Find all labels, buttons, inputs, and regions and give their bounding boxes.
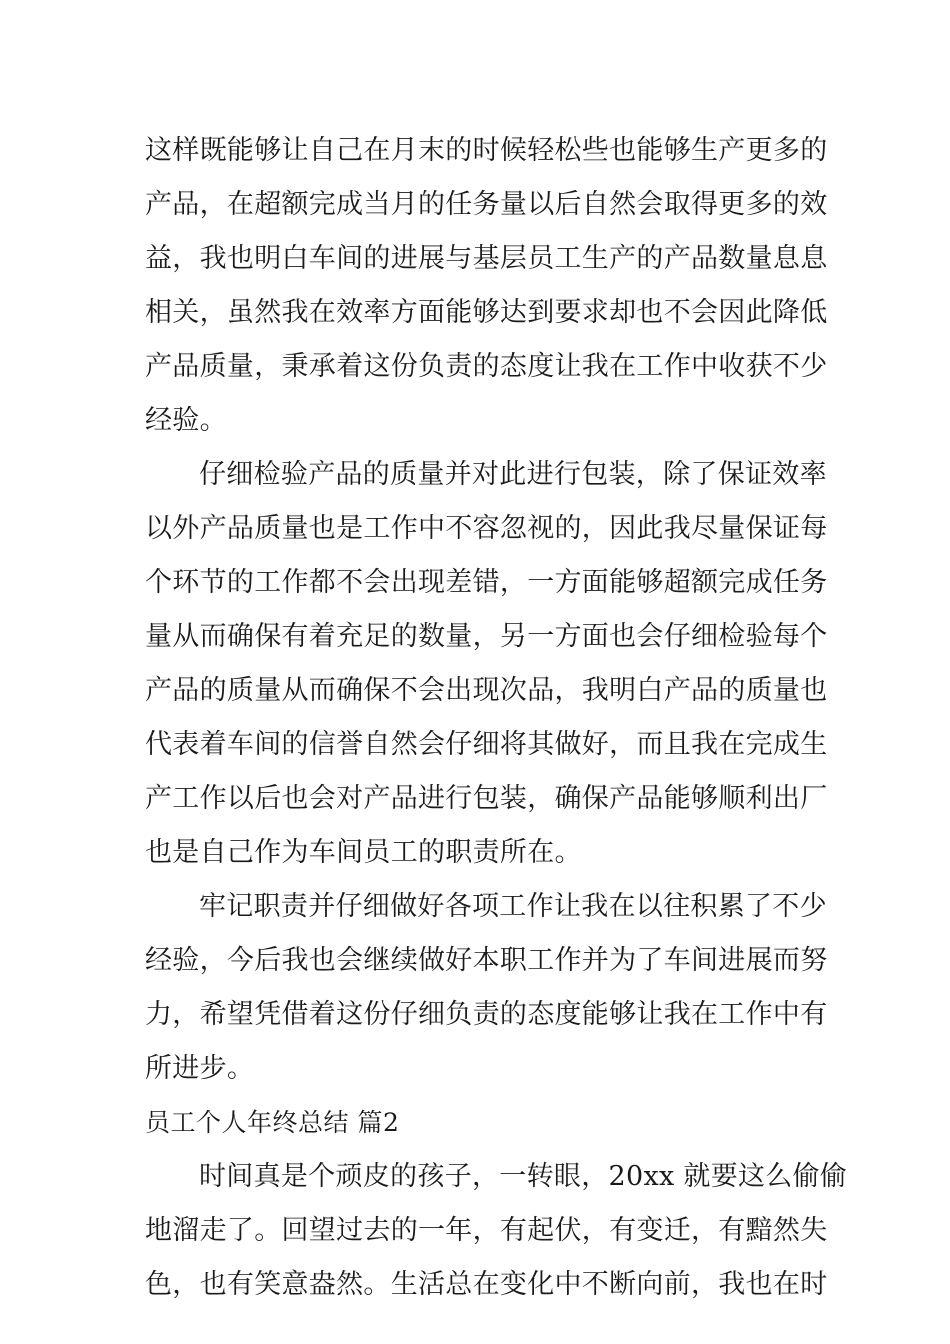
text-line: 也是自己作为车间员工的职责所在。 <box>145 837 582 868</box>
text-line: 相关，虽然我在效率方面能够达到要求却也不会因此降低 <box>145 297 828 328</box>
text-line: 量从而确保有着充足的数量，另一方面也会仔细检验每个 <box>145 621 828 652</box>
text-line: 产品质量，秉承着这份负责的态度让我在工作中收获不少 <box>145 351 828 382</box>
text-line: 产品的质量从而确保不会出现次品，我明白产品的质量也 <box>145 675 828 706</box>
text-line-first: 时间真是个顽皮的孩子，一转眼，20xx 就要这么偷偷 <box>199 1161 848 1192</box>
text-line: 以外产品质量也是工作中不容忽视的，因此我尽量保证每 <box>145 513 828 544</box>
text-line: 产品，在超额完成当月的任务量以后自然会取得更多的效 <box>145 189 828 220</box>
text-line: 经验。 <box>145 405 227 436</box>
text-line: 力，希望凭借着这份仔细负责的态度能够让我在工作中有 <box>145 999 828 1030</box>
text-line: 所进步。 <box>145 1053 255 1084</box>
text-line: 个环节的工作都不会出现差错，一方面能够超额完成任务 <box>145 567 828 598</box>
text-line: 地溜走了。回望过去的一年，有起伏，有变迁，有黯然失 <box>145 1215 828 1246</box>
text-line: 这样既能够让自己在月末的时候轻松些也能够生产更多的 <box>145 135 828 166</box>
paragraph-3 <box>145 880 828 1096</box>
text-line-first: 牢记职责并仔细做好各项工作让我在以往积累了不少 <box>199 891 827 922</box>
document-body <box>145 124 848 1312</box>
text-line: 色，也有笑意盎然。生活总在变化中不断向前，我也在时 <box>145 1269 828 1300</box>
paragraph-1 <box>145 124 828 448</box>
paragraph-2 <box>145 448 828 880</box>
text-line: 经验，今后我也会继续做好本职工作并为了车间进展而努 <box>145 945 828 976</box>
text-line: 益，我也明白车间的进展与基层员工生产的产品数量息息 <box>145 243 828 274</box>
paragraph-4 <box>145 1150 848 1312</box>
text-line: 代表着车间的信誉自然会仔细将其做好，而且我在完成生 <box>145 729 828 760</box>
section-heading: 员工个人年终总结 篇2 <box>145 1108 400 1137</box>
text-line-first: 仔细检验产品的质量并对此进行包装，除了保证效率 <box>199 459 827 490</box>
text-line: 产工作以后也会对产品进行包装，确保产品能够顺利出厂 <box>145 783 828 814</box>
